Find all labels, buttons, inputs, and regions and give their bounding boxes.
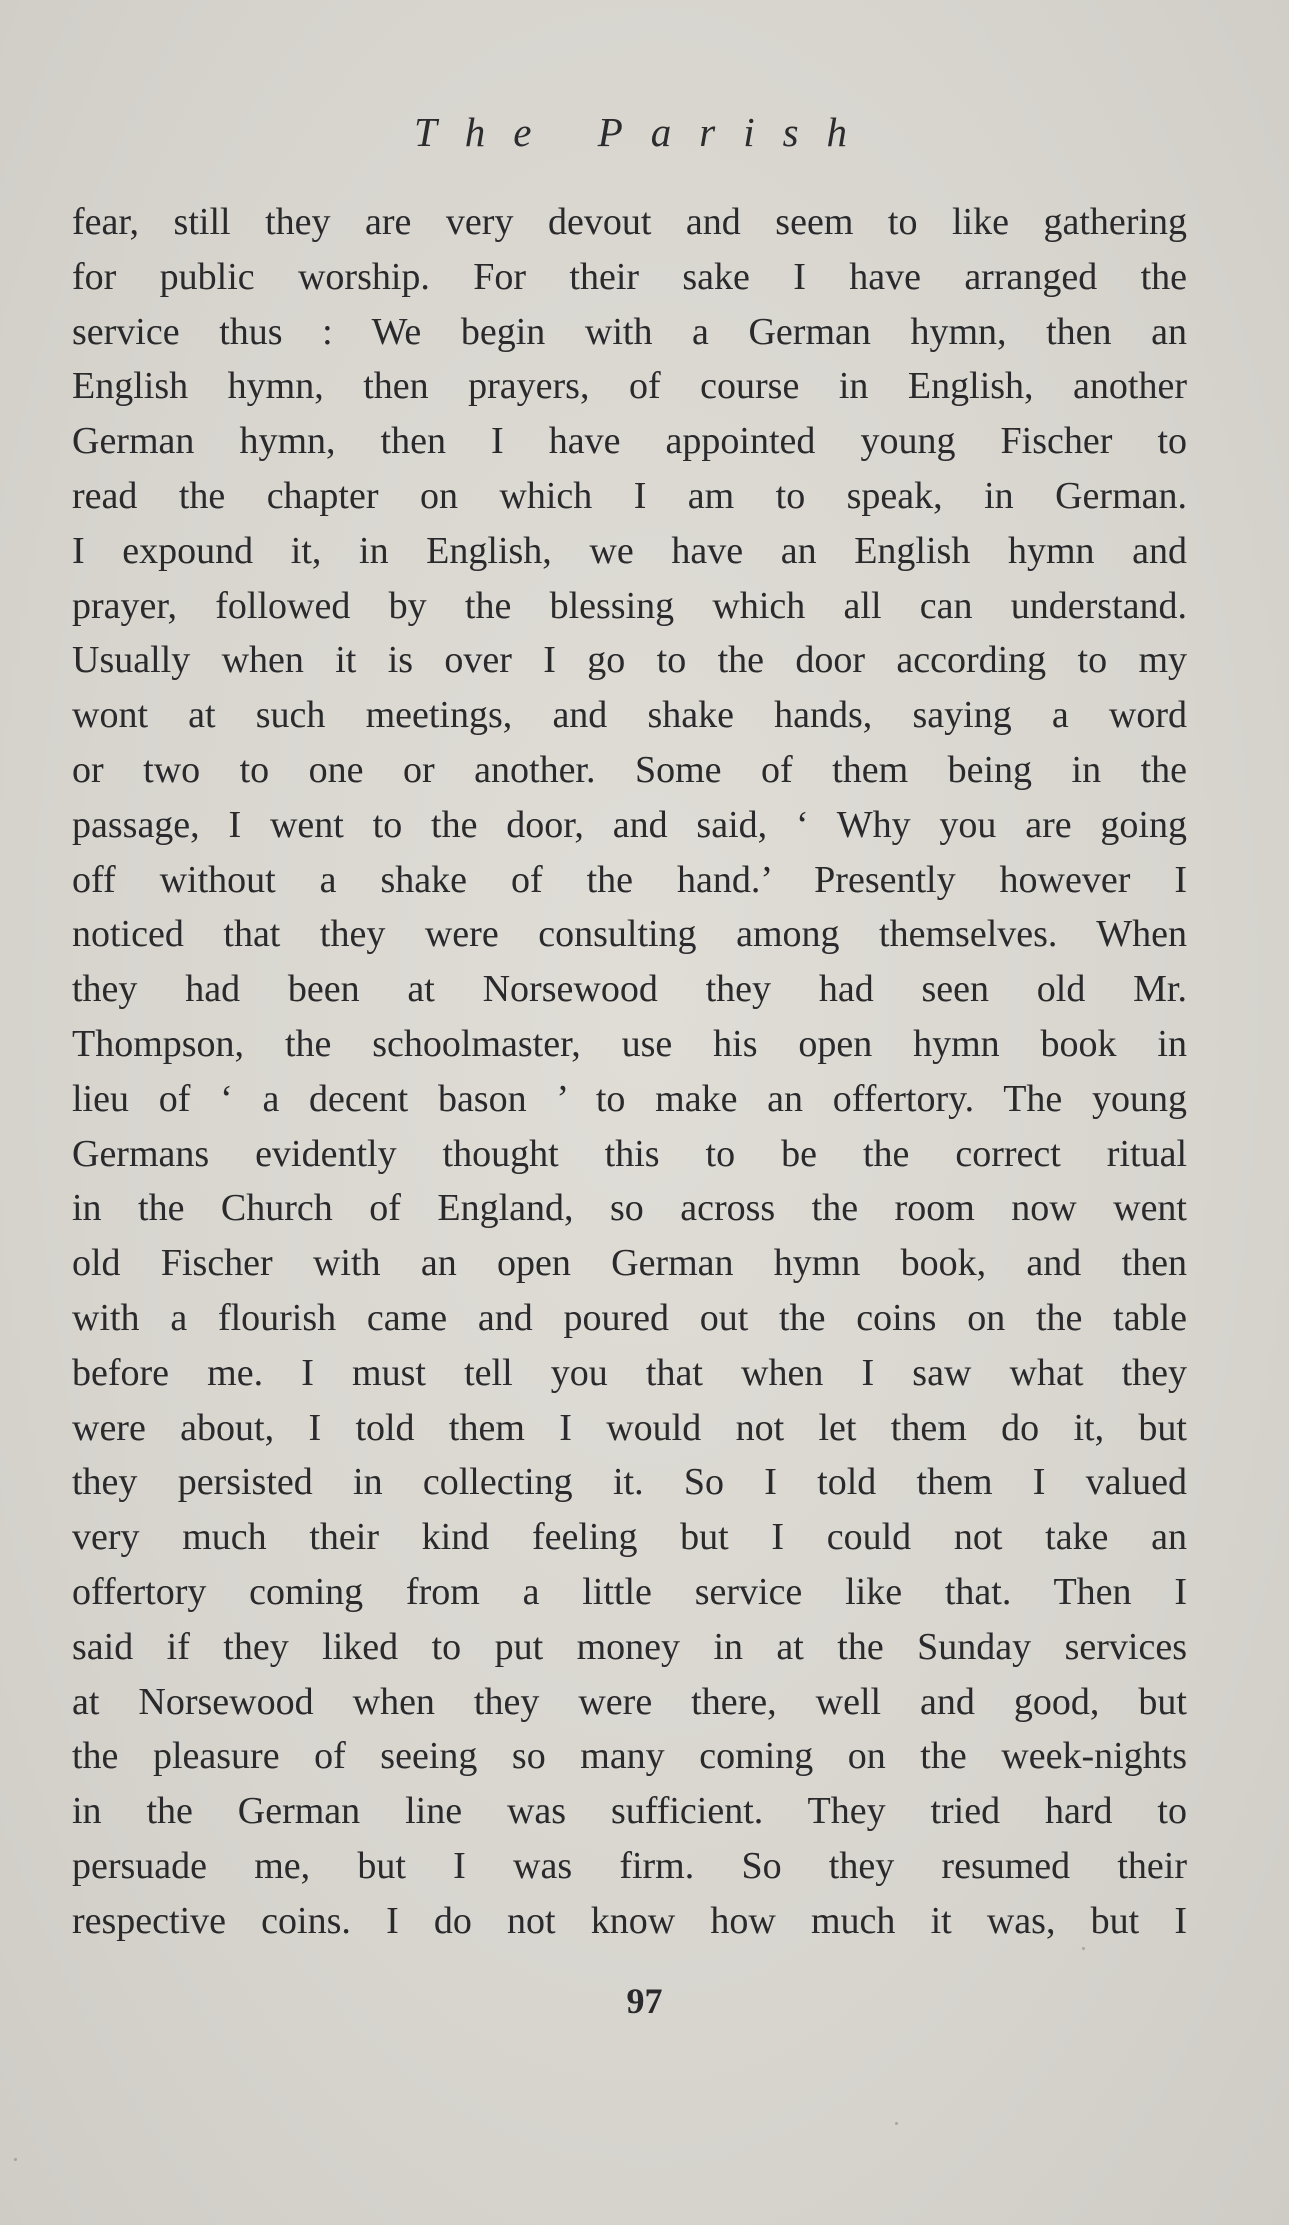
paper-speck xyxy=(895,2122,898,2125)
text-line: with a flourish came and poured out the coins on the table xyxy=(72,1296,1187,1339)
text-line: off without a shake of the hand.’ Presently however I xyxy=(72,858,1187,901)
text-line: they had been at Norsewood they had seen old Mr. xyxy=(72,968,1187,1011)
text-line: I expound it, in English, we have an English hymn and xyxy=(72,529,1187,572)
text-line: read the chapter on which I am to speak, in German. xyxy=(72,474,1187,517)
paper-speck xyxy=(14,2158,17,2161)
paper-speck xyxy=(1082,1947,1085,1950)
text-line: respective coins. I do not know how much it was, but I xyxy=(72,1899,1187,1942)
text-line: Usually when it is over I go to the door according to my xyxy=(72,639,1187,682)
text-line: lieu of ‘ a decent bason ’ to make an offertory. The young xyxy=(72,1077,1187,1120)
text-line: offertory coming from a little service like that. Then I xyxy=(72,1570,1187,1613)
text-line: the pleasure of seeing so many coming on the week-nights xyxy=(72,1735,1187,1778)
text-line: Thompson, the schoolmaster, use his open hymn book in xyxy=(72,1022,1187,1065)
text-line: Germans evidently thought this to be the correct ritual xyxy=(72,1132,1187,1175)
text-line: they persisted in collecting it. So I told them I valued xyxy=(72,1461,1187,1504)
text-line: very much their kind feeling but I could not take an xyxy=(72,1516,1187,1559)
text-line: for public worship. For their sake I have arranged the xyxy=(72,255,1187,298)
body-text xyxy=(72,195,1187,1949)
text-line: prayer, followed by the blessing which all can understand. xyxy=(72,584,1187,627)
text-line: before me. I must tell you that when I saw what they xyxy=(72,1351,1187,1394)
text-line: at Norsewood when they were there, well and good, but xyxy=(72,1680,1187,1723)
text-line: said if they liked to put money in at the Sunday services xyxy=(72,1625,1187,1668)
text-line: wont at such meetings, and shake hands, saying a word xyxy=(72,694,1187,737)
text-line: persuade me, but I was firm. So they resumed their xyxy=(72,1844,1187,1887)
text-line: were about, I told them I would not let them do it, but xyxy=(72,1406,1187,1449)
text-line: passage, I went to the door, and said, ‘ Why you are going xyxy=(72,803,1187,846)
page-number: 97 xyxy=(626,1981,663,2021)
text-line: fear, still they are very devout and seem to like gathering xyxy=(72,201,1187,243)
text-line: in the Church of England, so across the room now went xyxy=(72,1187,1187,1230)
text-line: old Fischer with an open German hymn book, and then xyxy=(72,1242,1187,1285)
running-head-title: The Parish xyxy=(413,109,876,155)
text-line: English hymn, then prayers, of course in English, another xyxy=(72,365,1187,408)
text-line: German hymn, then I have appointed young Fischer to xyxy=(72,420,1187,463)
running-head xyxy=(0,108,1289,156)
text-line: or two to one or another. Some of them being in the xyxy=(72,748,1187,791)
text-line: service thus : We begin with a German hymn, then an xyxy=(72,310,1187,353)
text-line: in the German line was sufficient. They tried hard to xyxy=(72,1790,1187,1833)
text-line: noticed that they were consulting among themselves. When xyxy=(72,913,1187,956)
